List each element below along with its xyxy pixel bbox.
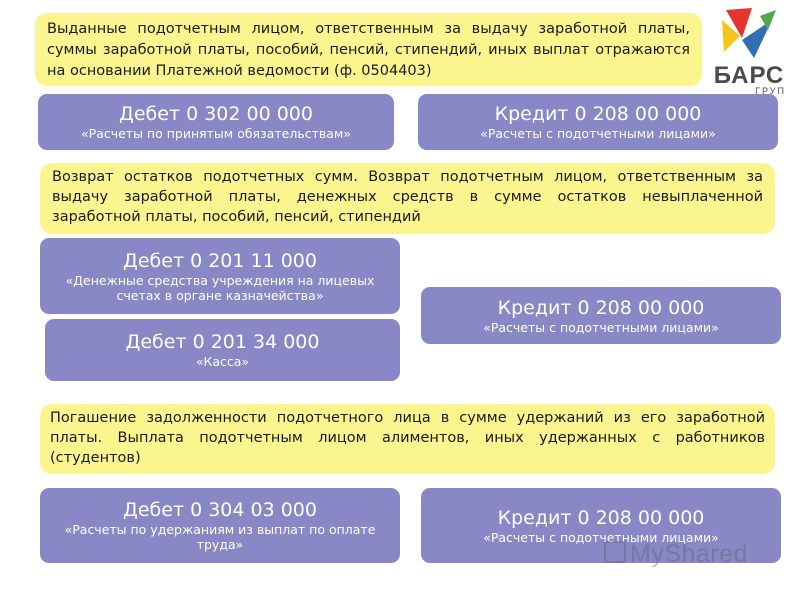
note-3: Погашение задолженности подотчетного лица в сумме удержаний из его заработной платы. Выплата подотчетным лицом алиментов, иных удержанных с работников (студентов) bbox=[40, 404, 775, 474]
credit-desc-3: «Расчеты с подотчетными лицами» bbox=[483, 529, 719, 545]
watermark-text: MyShared bbox=[630, 540, 748, 568]
debit-desc-3: «Расчеты по удержаниям из выплат по оплате труда» bbox=[64, 522, 376, 552]
debit-account-1: Дебет 0 302 00 000 bbox=[119, 103, 313, 125]
bars-logo-icon bbox=[720, 6, 778, 64]
credit-box-1 bbox=[418, 94, 778, 150]
credit-desc-1: «Расчеты с подотчетными лицами» bbox=[480, 126, 716, 141]
debit-box-3 bbox=[40, 488, 400, 563]
note-1: Выданные подотчетным лицом, ответственным за выдачу заработной платы, суммы заработной платы, пособий, пенсий, стипендий, иных выплат отражаются на основании Платежной ведомости (ф. 0504403) bbox=[35, 13, 702, 86]
debit-desc-1: «Расчеты по принятым обязательствам» bbox=[81, 126, 351, 141]
debit-desc-2b: «Касса» bbox=[195, 354, 250, 369]
credit-account-3: Кредит 0 208 00 000 bbox=[497, 506, 705, 529]
debit-account-3: Дебет 0 304 03 000 bbox=[123, 499, 317, 521]
debit-account-2b: Дебет 0 201 34 000 bbox=[125, 331, 320, 353]
debit-account-2: Дебет 0 201 11 000 bbox=[123, 249, 317, 272]
debit-box-2b bbox=[45, 319, 400, 381]
watermark bbox=[604, 540, 748, 569]
logo-brand-text: БАРС bbox=[713, 62, 785, 89]
watermark-icon bbox=[604, 541, 626, 563]
debit-box-1 bbox=[38, 94, 394, 150]
debit-desc-2: «Денежные средства учреждения на лицевых счетах в органе казначейства» bbox=[65, 272, 375, 303]
debit-box-2 bbox=[40, 238, 400, 314]
credit-desc-2: «Расчеты с подотчетными лицами» bbox=[483, 319, 719, 335]
credit-account-2: Кредит 0 208 00 000 bbox=[497, 296, 705, 319]
logo-sub-text: ГРУП bbox=[755, 86, 786, 96]
credit-account-1: Кредит 0 208 00 000 bbox=[494, 103, 702, 125]
credit-box-2 bbox=[421, 287, 781, 344]
note-2: Возврат остатков подотчетных сумм. Возврат подотчетным лицом, ответственным за выдачу заработной платы, денежных средств в сумме остатков невыплаченной заработной платы, пособий, пенсий, стипендий bbox=[40, 163, 775, 234]
bars-group-logo bbox=[706, 6, 792, 96]
